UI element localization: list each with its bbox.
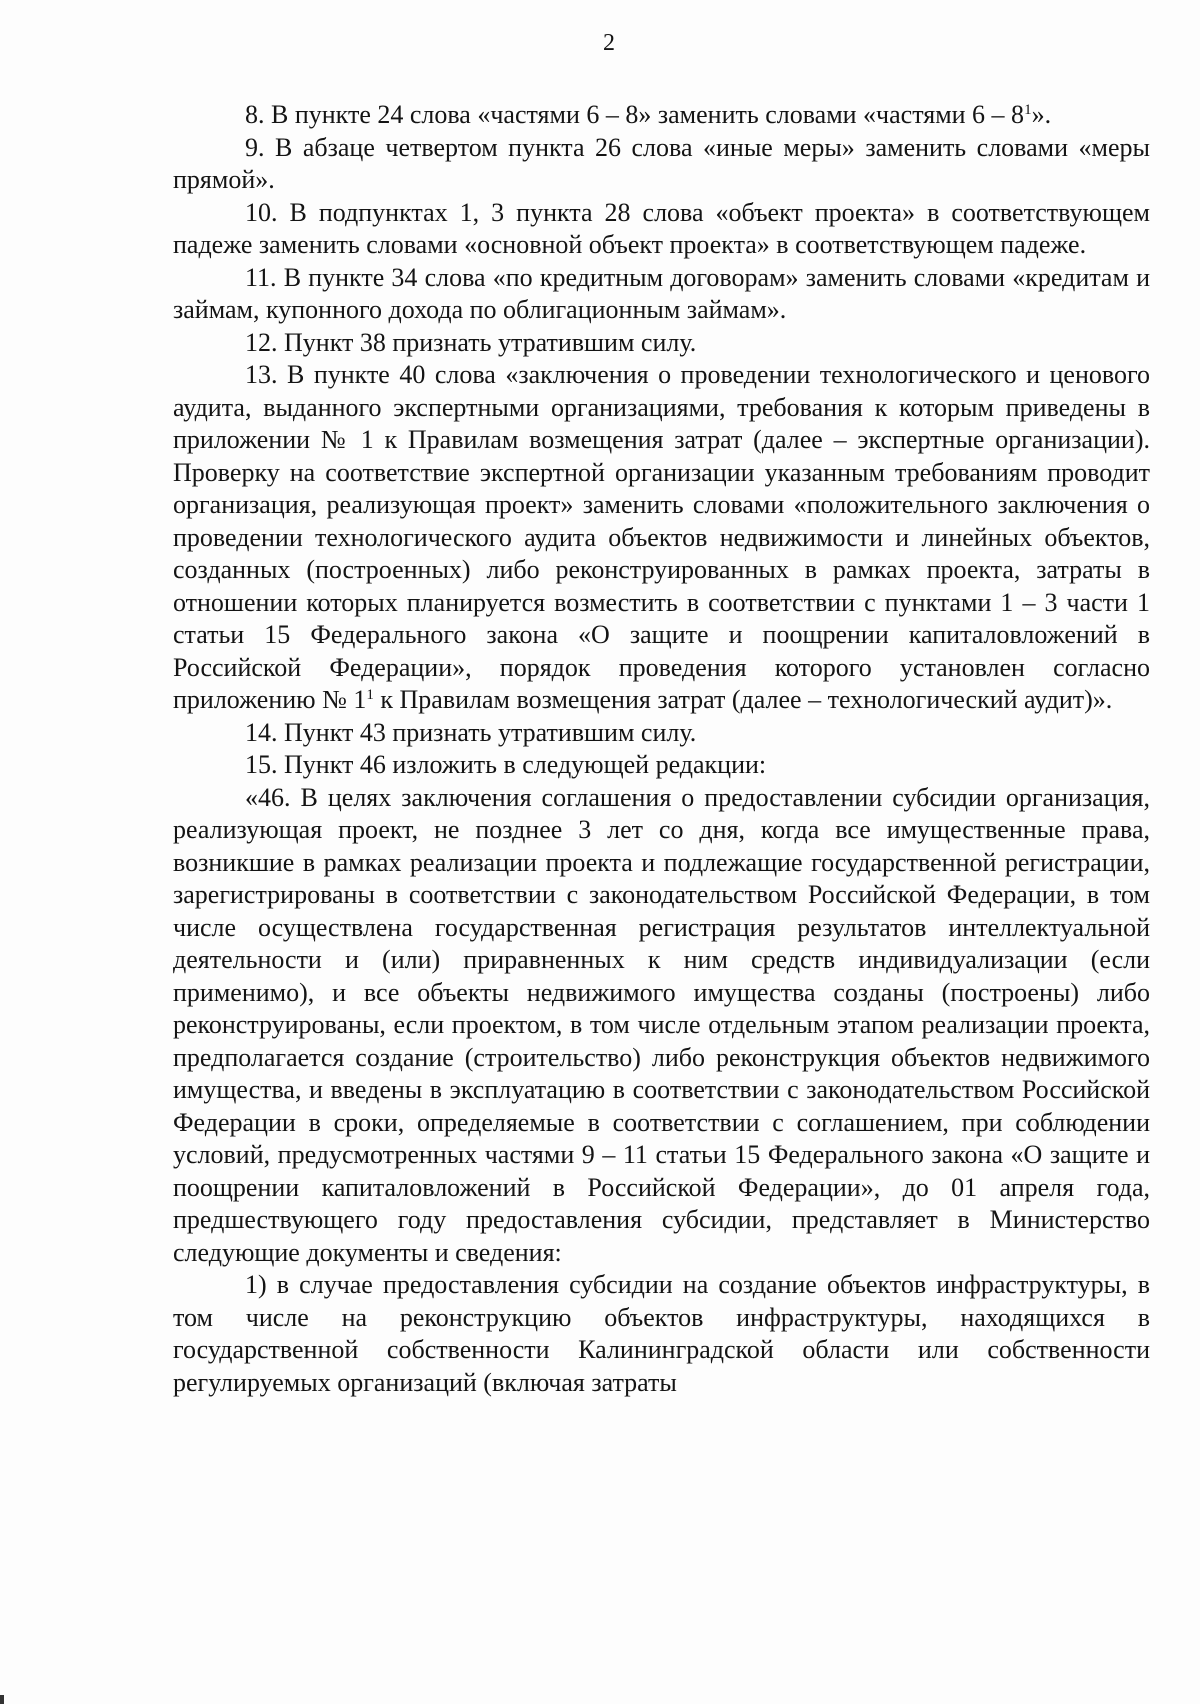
superscript: 1	[1024, 102, 1032, 118]
document-body	[173, 99, 1150, 1399]
superscript: 1	[366, 687, 374, 703]
paragraph-46-quote: «46. В целях заключения соглашения о предоставлении субсидии организация, реализующая проект, не позднее 3 лет со дня, когда все имущественные права, возникшие в рамках реализации проекта и подлежащие государственной регистрации, зарегистрированы в соответствии с законодательством Российской Федерации, в том числе осуществлена государственная регистрация результатов интеллектуальной деятельности и (или) приравненных к ним средств индивидуализации (если применимо), и все объекты недвижимого имущества созданы (построены) либо реконструированы, если проектом, в том числе отдельным этапом реализации проекта, предполагается создание (строительство) либо реконструкция объектов недвижимого имущества, и введены в эксплуатацию в соответствии с законодательством Российской Федерации в сроки, определяемые в соответствии с соглашением, при соблюдении условий, предусмотренных частями 9 – 11 статьи 15 Федерального закона «О защите и поощрении капиталовложений в Российской Федерации», до 01 апреля года, предшествующего году предоставления субсидии, представляет в Министерство следующие документы и сведения:	[173, 782, 1150, 1267]
scan-edge-mark	[0, 1695, 4, 1704]
paragraph-10: 10. В подпунктах 1, 3 пункта 28 слова «объект проекта» в соответствующем падеже заменить словами «основной объект проекта» в соответствующем падеже.	[173, 197, 1150, 259]
paragraph-9: 9. В абзаце четвертом пункта 26 слова «иные меры» заменить словами «меры прямой».	[173, 132, 1150, 194]
paragraph-13: 13. В пункте 40 слова «заключения о проведении технологического и ценового аудита, выданного экспертными организациями, требования к которым приведены в приложении № 1 к Правилам возмещения затрат (далее – экспертные организации). Проверку на соответствие экспертной организации указанным требованиям проводит организация, реализующая проект» заменить словами «положительного заключения о проведении технологического аудита объектов недвижимости и линейных объектов, созданных (построенных) либо реконструированных в рамках проекта, затраты в отношении которых планируется возместить в соответствии с пунктами 1 – 3 части 1 статьи 15 Федерального закона «О защите и поощрении капиталовложений в Российской Федерации», порядок проведения которого установлен согласно приложению № $1^1$ к Правилам возмещения затрат (далее – технологический аудит)».	[173, 360, 1150, 714]
paragraph-8: 8. В пункте 24 слова «частями 6 – 8» заменить словами «частями $6 - 8^1$».	[245, 100, 1052, 129]
paragraph-11: 11. В пункте 34 слова «по кредитным договорам» заменить словами «кредитам и займам, купонного дохода по облигационным займам».	[173, 262, 1150, 324]
paragraph-14: 14. Пункт 43 признать утратившим силу.	[245, 717, 697, 747]
page-number: 2	[603, 30, 615, 56]
paragraph-15: 15. Пункт 46 изложить в следующей редакции:	[245, 750, 767, 779]
paragraph-12: 12. Пункт 38 признать утратившим силу.	[245, 327, 697, 357]
subparagraph-1: 1) в случае предоставления субсидии на создание объектов инфраструктуры, в том числе на реконструкцию объектов инфраструктуры, находящихся в государственной собственности Калининградской области или собственности регулируемых организаций (включая затраты	[173, 1270, 1150, 1397]
